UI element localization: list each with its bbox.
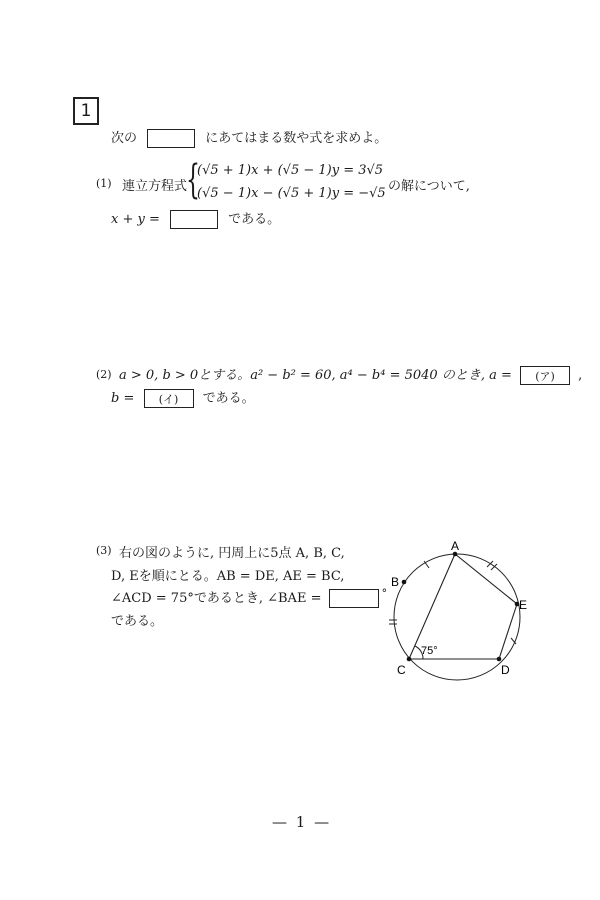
quadrilateral-ACDE [409, 554, 517, 659]
q3-line1: 右の図のように, 円周上に5点 A, B, C, [119, 546, 345, 561]
q2-line1 [119, 364, 582, 385]
answer-blank-sample [147, 129, 195, 148]
page-number: — 1 — [272, 813, 332, 831]
label-C: C [397, 663, 406, 677]
q3-degree: ° [381, 587, 388, 600]
q1-line2-post: である。 [228, 212, 281, 227]
q3-answer-blank[interactable] [329, 589, 379, 608]
label-E: E [519, 598, 528, 612]
q1-line2 [111, 208, 280, 229]
q1-tail: の解について, [388, 179, 470, 194]
circle-figure [380, 535, 540, 685]
point-B [402, 580, 407, 585]
q1-lead: 連立方程式 [122, 179, 188, 194]
q2-answer-blank-a[interactable]: (ア) [520, 366, 570, 385]
q1-answer-blank[interactable] [170, 210, 218, 229]
label-B: B [391, 575, 400, 589]
circumscribed-circle [394, 554, 520, 680]
angle-label-75: 75° [421, 645, 438, 657]
q1-equation-2: (√5 − 1)x − (√5 + 1)y = −√5 [197, 186, 386, 201]
q3-line2: D, Eを順にとる。AB = DE, AE = BC, [111, 569, 345, 584]
instruction-post: にあてはまる数や式を求めよ。 [205, 131, 388, 146]
label-A: A [451, 539, 460, 553]
instruction-pre: 次の [111, 131, 138, 146]
q2-line2-post: である。 [202, 391, 255, 406]
q2-b-equals: b = [111, 391, 135, 406]
point-C [407, 657, 412, 662]
q3-line3 [111, 587, 387, 608]
q3-line3-pre: ∠ACD = 75°であるとき, ∠BAE = [111, 591, 322, 606]
q3-label: (3) [96, 544, 112, 557]
q2-answer-blank-b[interactable]: (イ) [144, 389, 194, 408]
q2-line2 [111, 387, 255, 408]
q2-label: (2) [96, 368, 112, 381]
point-D [497, 657, 502, 662]
system-brace: { [186, 157, 200, 203]
problem-number: 1 [73, 97, 99, 125]
q1-label: (1) [96, 177, 112, 190]
label-D: D [501, 663, 510, 677]
instruction [111, 127, 387, 148]
q3-line4: である。 [111, 614, 164, 629]
q2-text: a > 0, b > 0とする。a² − b² = 60, a⁴ − b⁴ = 5040 のとき, a = [119, 368, 512, 383]
q2-comma: , [578, 368, 583, 383]
q1-equation-1: (√5 + 1)x + (√5 − 1)y = 3√5 [197, 163, 384, 178]
q1-expression: x + y = [111, 212, 160, 227]
